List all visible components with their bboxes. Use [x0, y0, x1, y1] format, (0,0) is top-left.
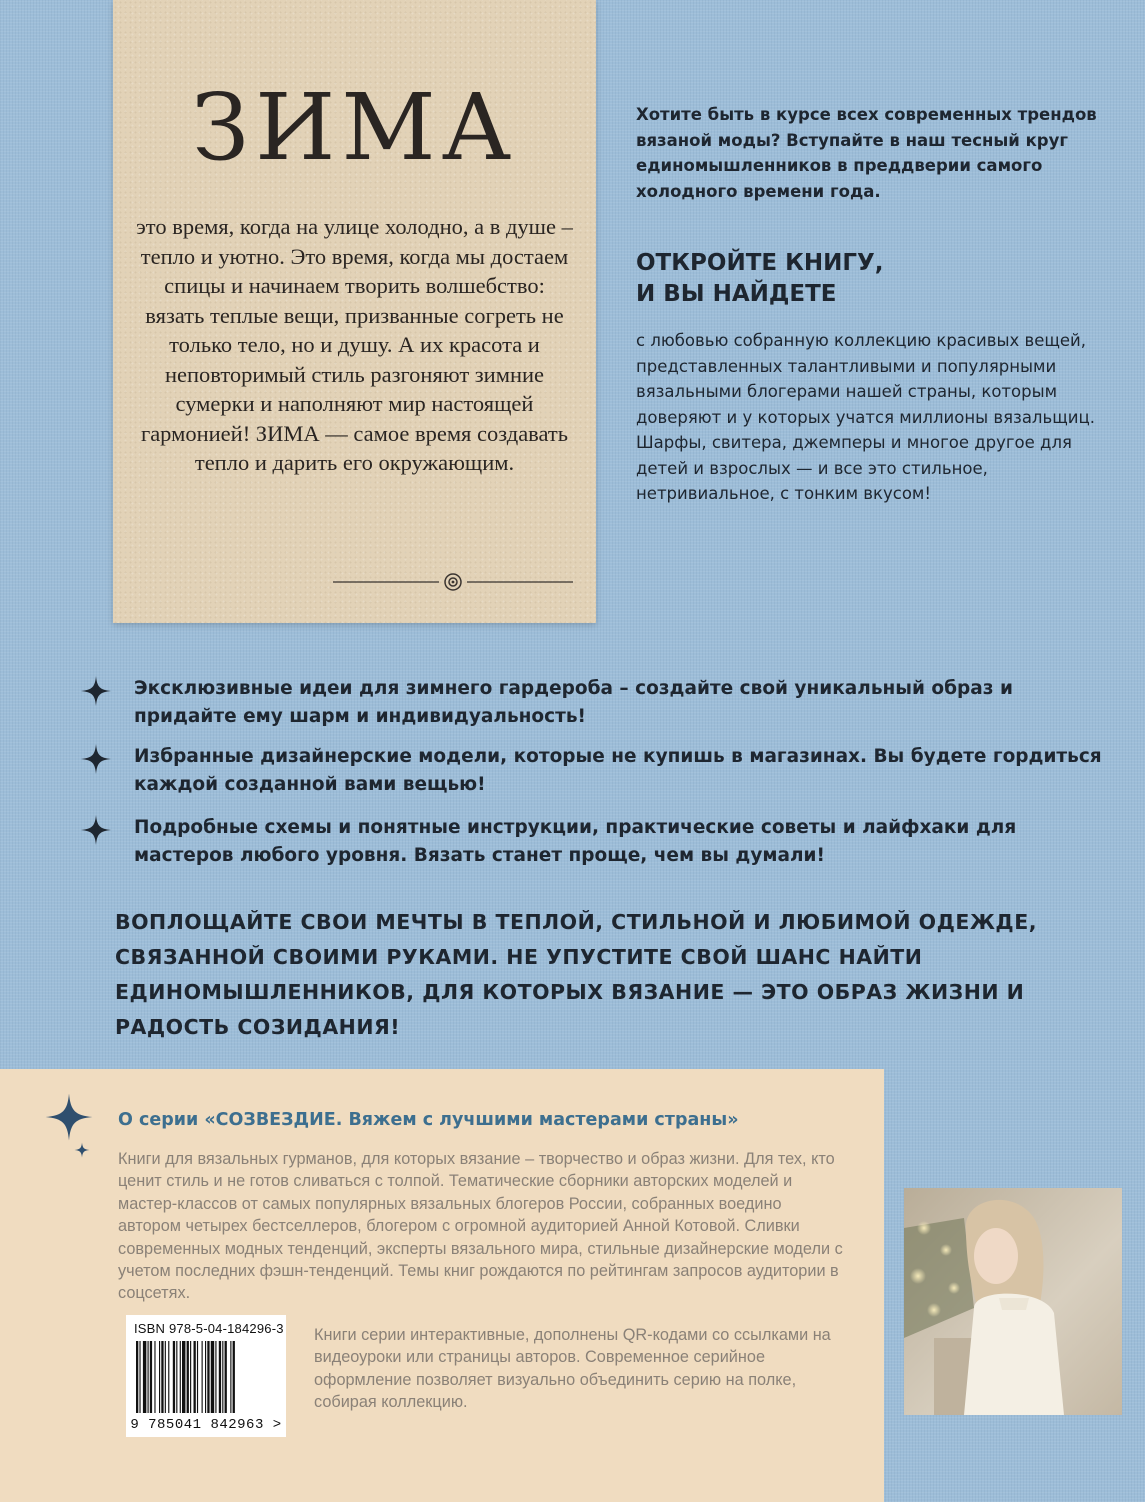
- bullet-text: Избранные дизайнерские модели, которые не купишь в магазинах. Вы будете гордиться каждой созданной вами вещью!: [134, 746, 1102, 795]
- open-book-heading-line2: И ВЫ НАЙДЕТЕ: [636, 281, 837, 307]
- bullet-item: [80, 814, 1120, 870]
- small-star-icon: [74, 1142, 90, 1158]
- child-photo-image: [904, 1188, 1122, 1415]
- series-panel: [0, 1069, 884, 1502]
- sparkle-star-icon: [80, 675, 112, 707]
- barcode-icon: [134, 1341, 278, 1417]
- bullet-text: Подробные схемы и понятные инструкции, практические советы и лайфхаки для мастеров любого уровня. Вязать станет проще, чем вы думали!: [134, 817, 1017, 866]
- sparkle-star-icon: [80, 814, 112, 846]
- sparkle-star-icon: [80, 743, 112, 775]
- child-photo: [904, 1188, 1122, 1415]
- series-text-secondary: Книги серии интерактивные, дополнены QR-кодами со ссылками на видеоуроки или страницы авторов. Современное серийное оформление позволяет визуально объединить серию на полке, собирая коллекцию.: [314, 1326, 831, 1412]
- paper-card: [113, 0, 596, 623]
- call-to-action: ВОПЛОЩАЙТЕ СВОИ МЕЧТЫ В ТЕПЛОЙ, СТИЛЬНОЙ И ЛЮБИМОЙ ОДЕЖДЕ, СВЯЗАННОЙ СВОИМИ РУКАМИ. НЕ УПУСТИТЕ СВОЙ ШАНС НАЙТИ ЕДИНОМЫШЛЕННИКОВ, ДЛЯ КОТОРЫХ ВЯЗАНИЕ — ЭТО ОБРАЗ ЖИЗНИ И РАДОСТЬ СОЗИДАНИЯ!: [115, 910, 1037, 1039]
- open-book-heading: [636, 248, 1106, 310]
- sparkle-star-icon: [44, 1092, 94, 1142]
- barcode-box: [126, 1315, 286, 1437]
- isbn-label: ISBN 978-5-04-184296-3: [134, 1321, 284, 1336]
- bullet-item: [80, 675, 1120, 731]
- series-title: О серии «СОЗВЕЗДИЕ. Вяжем с лучшими мастерами страны»: [118, 1110, 739, 1130]
- bullet-item: [80, 743, 1120, 799]
- intro-text: Хотите быть в курсе всех современных трендов вязаной моды? Вступайте в наш тесный круг единомышленников в преддверии самого холодного времени года.: [636, 105, 1097, 201]
- paper-text: это время, когда на улице холодно, а в душе – тепло и уютно. Это время, когда мы достаем спицы и начинаем творить волшебство: вязать теплые вещи, призванные согреть не только тело, но и душу. А их красота и неповторимый стиль разгоняют зимние сумерки и наполняют мир настоящей гармонией! ЗИМА — самое время создавать тепло и дарить его окружающим.: [136, 214, 573, 475]
- bullet-text: Эксклюзивные идеи для зимнего гардероба – создайте свой уникальный образ и придайте ему шарм и индивидуальность!: [134, 678, 1013, 727]
- ean-number: 9 785041 842963 >: [130, 1417, 282, 1433]
- ornament-icon: [333, 570, 573, 594]
- series-text: Книги для вязальных гурманов, для которых вязание – творчество и образ жизни. Для тех, кто ценит стиль и не готов сливаться с толпой. Тематические сборники авторских моделей и мастер-классов от самых популярных вязальных блогеров России, собранных воедино автором четырех бестселлеров, блогером с огромной аудиторией Анной Котовой. Сливки современных модных тенденций, эксперты вязального мира, стильные дизайнерские модели с учетом последних фэшн-тенденций. Темы книг рождаются по рейтингам запросов аудитории в соцсетях.: [118, 1150, 843, 1303]
- open-book-text: с любовью собранную коллекцию красивых вещей, представленных талантливыми и популярными вязальными блогерами нашей страны, которым доверяют и у которых учатся миллионы вязальщиц. Шарфы, свитера, джемперы и многое другое для детей и взрослых — и все это стильное, нетривиальное, с тонким вкусом!: [636, 331, 1095, 503]
- book-title: ЗИМА: [191, 74, 518, 181]
- open-book-heading-line1: ОТКРОЙТЕ КНИГУ,: [636, 250, 884, 276]
